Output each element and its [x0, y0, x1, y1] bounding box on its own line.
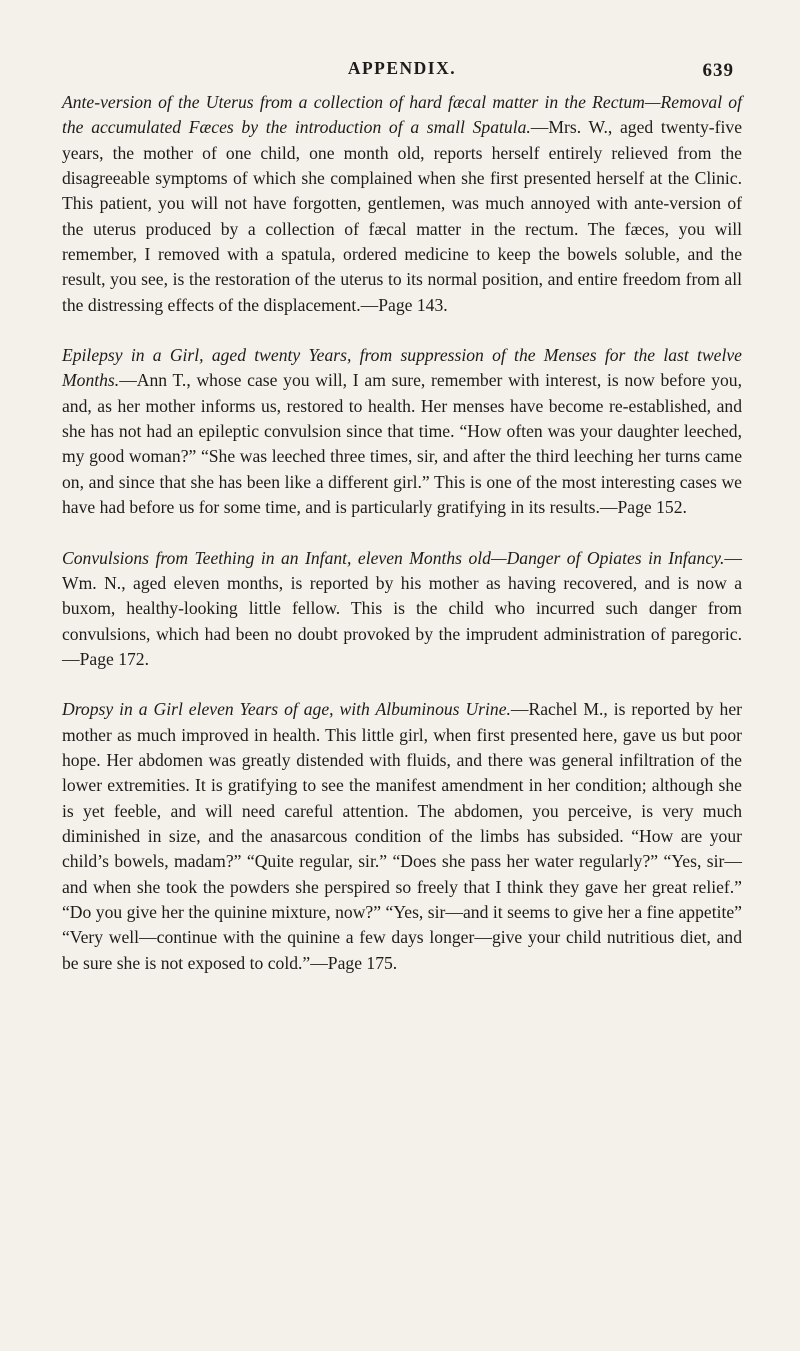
case-paragraph [62, 90, 742, 318]
case-body: —Rachel M., is reported by her mother as much improved in health. This little girl, when first presented here, gave us but poor hope. Her abdomen was greatly distended with fluids, and there was general infiltration of the lower extremities. It is gratifying to see the manifest amendment in her condition; although she is yet feeble, and will need careful attention. The abdomen, you perceive, is very much diminished in size, and the anasarcous condition of the limbs has subsided. “How are your child’s bowels, madam?” “Quite regular, sir.” “Does she pass her water regularly?” “Yes, sir—and when she took the powders she perspired so freely that I think they gave her great relief.” “Do you give her the quinine mixture, now?” “Yes, sir—and it seems to give her a fine appetite” “Very well—continue with the quinine a few days longer—give your child nutritious diet, and be sure she is not exposed to cold.”—Page 175. [62, 699, 742, 973]
case-title: Epilepsy in a Girl, aged twenty Years, from suppression of the Menses for the last twelve Months. [62, 345, 742, 391]
case-paragraph [62, 546, 742, 673]
case-title: Ante-version of the Uterus from a collection of hard fæcal matter in the Rectum—Removal of the accumulated Fæces by the introduction of a small Spatula. [62, 92, 742, 138]
case-title: Dropsy in a Girl eleven Years of age, with Albuminous Urine. [62, 699, 511, 720]
running-title: APPENDIX. [347, 58, 457, 78]
case-paragraph [62, 343, 742, 520]
case-title: Convulsions from Teething in an Infant, eleven Months old—Danger of Opiates in Infancy. [62, 547, 725, 568]
case-paragraph [62, 697, 742, 976]
running-head [62, 50, 742, 90]
page-number: 639 [702, 60, 734, 81]
case-body: —Wm. N., aged eleven months, is reported by his mother as having recovered, and is now a buxom, healthy-looking little fellow. This is the child who incurred such danger from convulsions, which had been no doubt provoked by the imprudent administration of paregoric.—Page 172. [62, 547, 742, 669]
case-body: —Ann T., whose case you will, I am sure, remember with interest, is now before you, and, as her mother informs us, restored to health. Her menses have become re-established, and she has not had an epileptic convulsion since that time. “How often was your daughter leeched, my good woman?” “She was leeched three times, sir, and after the third leeching her turns came on, and since that she has been like a different girl.” This is one of the most interesting cases we have had before us for some time, and is particularly gratifying in its results.—Page 152. [62, 370, 742, 518]
case-body: —Mrs. W., aged twenty-five years, the mother of one child, one month old, reports herself entirely relieved from the disagreeable symptoms of which she complained when she first presented herself at the Clinic. This patient, you will not have forgotten, gentlemen, was much annoyed with ante-version of the uterus produced by a collection of fæcal matter in the rectum. The fæces, you will remember, I removed with a spatula, ordered medicine to keep the bowels soluble, and the result, you see, is the restoration of the uterus to its normal position, and entire freedom from all the distressing effects of the displacement.—Page 143. [62, 117, 742, 315]
